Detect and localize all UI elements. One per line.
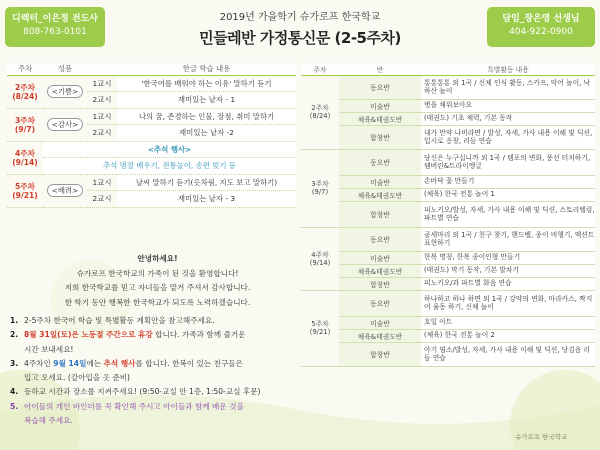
table-row <box>7 75 296 92</box>
special-activity-table <box>301 63 595 367</box>
page-title: 민들레반 가정통신문 (2-5주차) <box>199 29 401 47</box>
activity-cell: 아기 염소/발성, 자세, 가사 내용 이해 및 딕션, 당김음 리듬 연습 <box>421 342 595 366</box>
teacher-badge <box>487 7 595 47</box>
director-name: 디렉터_이은정 전도사 <box>12 14 98 24</box>
greeting <box>10 252 305 310</box>
class-cell: 합창반 <box>339 125 421 149</box>
table-row <box>7 158 296 175</box>
notice-list <box>10 314 305 428</box>
class-cell: 체육&태권도반 <box>339 329 421 342</box>
greeting-line: 한 학기 동안 행복한 한국학교가 되도록 노력하겠습니다. <box>64 297 251 307</box>
col-header-class: 반 <box>339 63 421 75</box>
col-header-week: 주차 <box>7 63 43 75</box>
topic-cell: <기쁨> <box>43 75 87 108</box>
table-row <box>301 149 595 175</box>
class-cell: 미술반 <box>339 99 421 112</box>
week-cell: 5주차 (9/21) <box>301 290 339 366</box>
topic-cell: <배려> <box>43 174 87 207</box>
activity-cell: 하나하고 하나 하면 외 1곡 / 강약의 변화, 마라카스, 짝지어 율동 하기, 신체 놀이 <box>421 290 595 316</box>
event-title: <추석 행사> <box>43 141 296 158</box>
topic-cell: <감사> <box>43 108 87 141</box>
class-cell: 동요반 <box>339 75 421 99</box>
table-row <box>301 290 595 316</box>
col-header-activity: 특별활동 내용 <box>421 63 595 75</box>
teacher-phone: 404-922-0900 <box>509 27 573 37</box>
table-row <box>301 125 595 149</box>
school-logo: 슈가로프 한국학교 <box>515 433 568 441</box>
col-header-content: 한글 학습 내용 <box>117 63 296 75</box>
class-cell: 미술반 <box>339 316 421 329</box>
lesson-cell: 재미있는 낱자 - 3 <box>117 191 296 208</box>
table-row <box>301 75 595 99</box>
notice-item-cont: 입고 오세요. (갈아입을 옷 준비) <box>24 373 131 383</box>
week-cell: 5주차 (9/21) <box>7 174 43 207</box>
table-row <box>301 329 595 342</box>
activity-cell: (태권도) 막기 동작, 기본 발차기 <box>421 264 595 277</box>
period-cell: 1교시 <box>87 174 117 191</box>
activity-cell: 당신은 누구십니까 외 1곡 / 템포의 변화, 풍선 터치하기, 탬버린&트라이앵글 <box>421 149 595 175</box>
period-cell: 2교시 <box>87 125 117 142</box>
notice-item-cont: 복습해 주세요. <box>24 416 73 426</box>
col-header-character: 성품 <box>43 63 87 75</box>
notice-item: 2. 8월 31일(토)은 노동절 주간으로 휴강 합니다. 가족과 함께 즐거운 <box>10 330 246 340</box>
col-header-week: 주차 <box>301 63 339 75</box>
notice-item-cont: 시간 보내세요! <box>24 344 74 354</box>
teacher-name: 담임_장은영 선생님 <box>502 14 580 24</box>
class-cell: 체육&태권도반 <box>339 188 421 201</box>
table-row <box>7 174 296 191</box>
class-cell: 동요반 <box>339 290 421 316</box>
activity-cell: 피노키오/과 파트별 화음 연습 <box>421 277 595 290</box>
director-phone: 808-763-0101 <box>23 27 87 37</box>
table-row <box>7 141 296 158</box>
table-row <box>301 227 595 251</box>
activity-cell: (체육) 한국 전통 놀이 2 <box>421 329 595 342</box>
table-row <box>301 316 595 329</box>
activity-cell: 통통통통 외 1곡 / 신체 인식 활동, 스카프, 악어 놀이, 낙하산 놀이 <box>421 75 595 99</box>
week-cell: 4주차 (9/14) <box>301 227 339 290</box>
notice-item: 3. 4주차인 9월 14일에는 추석 행사를 합니다. 한복이 있는 친구들은 <box>10 358 243 368</box>
table-row <box>301 277 595 290</box>
class-cell: 동요반 <box>339 149 421 175</box>
activity-cell: 호일 아트 <box>421 316 595 329</box>
table-row <box>301 188 595 201</box>
activity-cell: 한복 명칭, 한복 종이인형 만들기 <box>421 251 595 264</box>
table-row <box>301 342 595 366</box>
school-name: 2019년 가을학기 슈가로프 한국학교 <box>219 12 381 23</box>
activity-cell: 병을 채워보아요 <box>421 99 595 112</box>
greeting-hello: 안녕하세요! <box>137 254 178 263</box>
greeting-line: 슈가로프 한국학교의 가족이 된 것을 환영합니다! <box>76 268 239 278</box>
class-cell: 합창반 <box>339 342 421 366</box>
week-cell: 3주차 (9/7) <box>7 108 43 141</box>
notice-section <box>10 252 305 428</box>
table-row <box>301 112 595 125</box>
col-header-period <box>87 63 117 75</box>
class-cell: 동요반 <box>339 227 421 251</box>
korean-lesson-table <box>7 63 296 208</box>
lesson-cell: 재미있는 낱자 - 1 <box>117 92 296 109</box>
class-cell: 미술반 <box>339 251 421 264</box>
week-cell: 2주차 (8/24) <box>301 75 339 149</box>
director-badge <box>5 7 105 47</box>
activity-cell: (체육) 한국 전통 놀이 1 <box>421 188 595 201</box>
table-row <box>7 108 296 125</box>
table-row <box>301 175 595 188</box>
lesson-cell: 나의 꿈, 존경하는 인물, 장점, 취미 말하기 <box>117 108 296 125</box>
lesson-cell: 날씨 말하기 듣기(옷차림, 지도 보고 말하기) <box>117 174 296 191</box>
week-cell: 4주차 (9/14) <box>7 141 43 174</box>
week-cell: 3주차 (9/7) <box>301 149 339 227</box>
week-cell: 2주차 (8/24) <box>7 75 43 108</box>
activity-cell: 내가 만약 나비라면 / 발성, 자세, 가사 내용 이해 및 딕션, 입시로 응창, 리듬 연습 <box>421 125 595 149</box>
activity-cell: (태권도) 기초 체력, 기본 동작 <box>421 112 595 125</box>
class-cell: 미술반 <box>339 175 421 188</box>
class-cell: 체육&태권도반 <box>339 264 421 277</box>
table-row <box>301 264 595 277</box>
event-body: 추석 명절 배우기, 전통놀이, 송편 빚기 등 <box>43 158 296 175</box>
notice-item: 1. 2-5주차 한국어 학습 및 특별활동 계획안을 참고해주세요. <box>10 316 215 325</box>
class-cell: 합창반 <box>339 201 421 227</box>
period-cell: 2교시 <box>87 191 117 208</box>
notice-item: 5. 아이들의 개인 바인더를 꼭 확인해 주시고 아이들과 함께 배운 것을 <box>10 401 244 411</box>
activity-cell: 피노키오/발성, 자세, 가사 내용 이해 및 딕션, 스토리텔링, 파트별 연습 <box>421 201 595 227</box>
class-cell: 체육&태권도반 <box>339 112 421 125</box>
table-row <box>301 201 595 227</box>
lesson-cell: 재미있는 낱자 -2 <box>117 125 296 142</box>
class-cell: 합창반 <box>339 277 421 290</box>
table-row <box>301 99 595 112</box>
table-row <box>301 251 595 264</box>
period-cell: 1교시 <box>87 75 117 92</box>
greeting-line: 저희 한국학교를 믿고 자녀들을 맡겨 주셔서 감사합니다. <box>64 283 251 292</box>
period-cell: 1교시 <box>87 108 117 125</box>
activity-cell: 곰세마리 외 1곡 / 친구 찾기, 핸드벨, 종이 비행기, 액션트 표현하기 <box>421 227 595 251</box>
lesson-cell: '한국어를 배워야 하는 이유' 말하기 듣기 <box>117 75 296 92</box>
activity-cell: 손바닥 꽃 만들기 <box>421 175 595 188</box>
notice-item: 4. 등하교 시간과 장소를 지켜주세요! (9:50-교실 안 1층, 1:50-교실 후문) <box>10 387 261 397</box>
period-cell: 2교시 <box>87 92 117 109</box>
